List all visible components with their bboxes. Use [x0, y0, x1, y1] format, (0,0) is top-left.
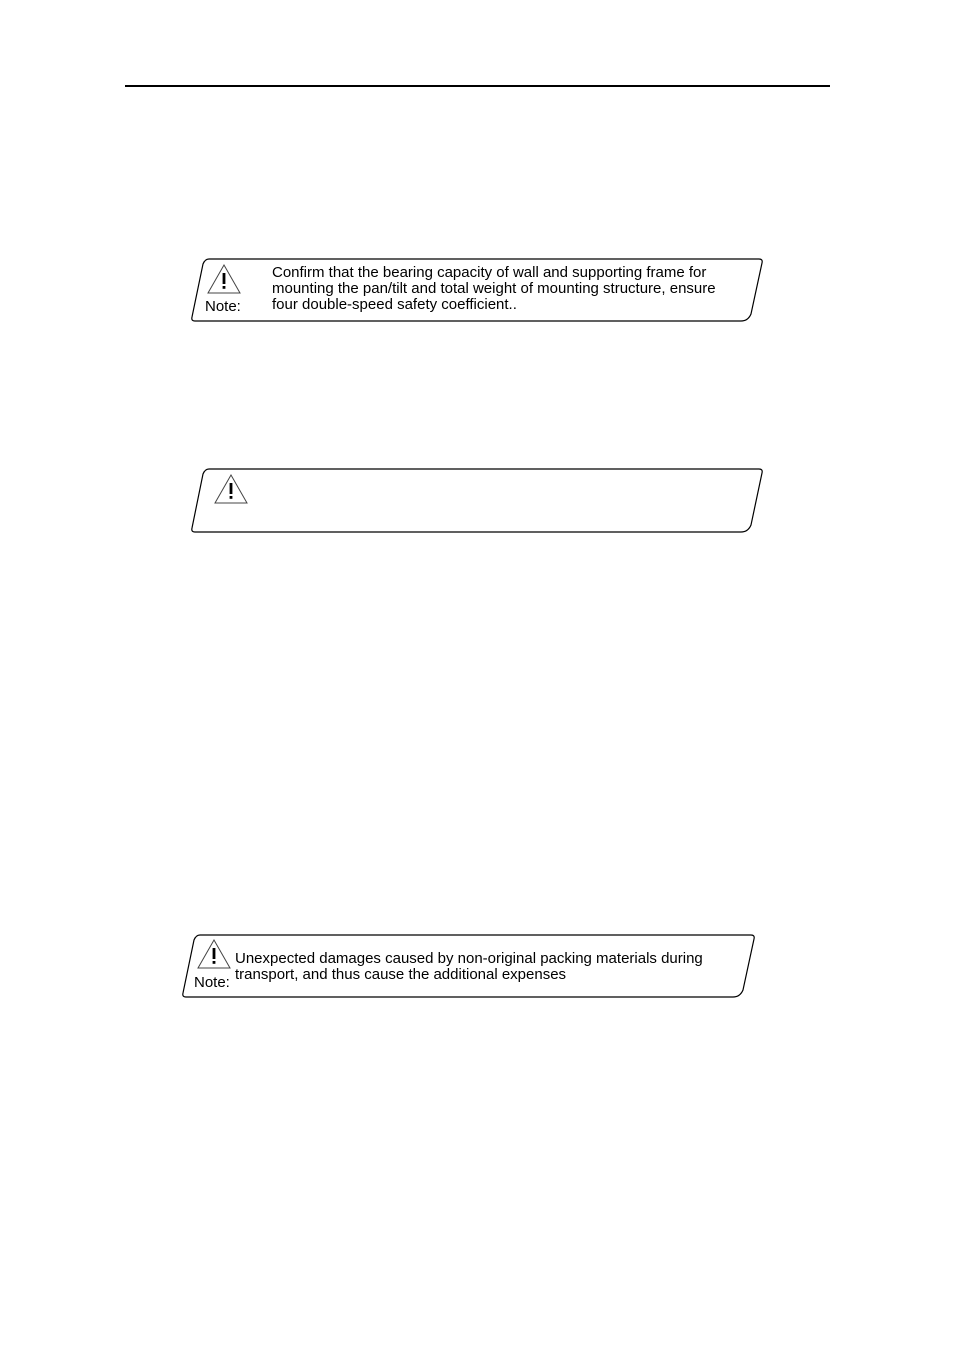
warning-triangle-icon [206, 263, 242, 295]
note-box-packing-materials [181, 934, 756, 998]
note-box-bearing-capacity [190, 258, 764, 322]
note-label: Note: [194, 974, 230, 991]
warning-triangle-icon [213, 473, 249, 505]
note-text: Unexpected damages caused by non-original packing materials during transport, and thus cause the additional expenses [235, 950, 703, 983]
header-rule [125, 85, 830, 87]
note-label: Note: [205, 298, 241, 315]
warning-triangle-icon [196, 938, 232, 970]
note-text: Confirm that the bearing capacity of wall and supporting frame for mounting the pan/tilt and total weight of mounting structure, ensure four double-speed safety coefficient.. [272, 264, 716, 313]
note-frame [190, 468, 764, 533]
note-box-empty [190, 468, 764, 533]
